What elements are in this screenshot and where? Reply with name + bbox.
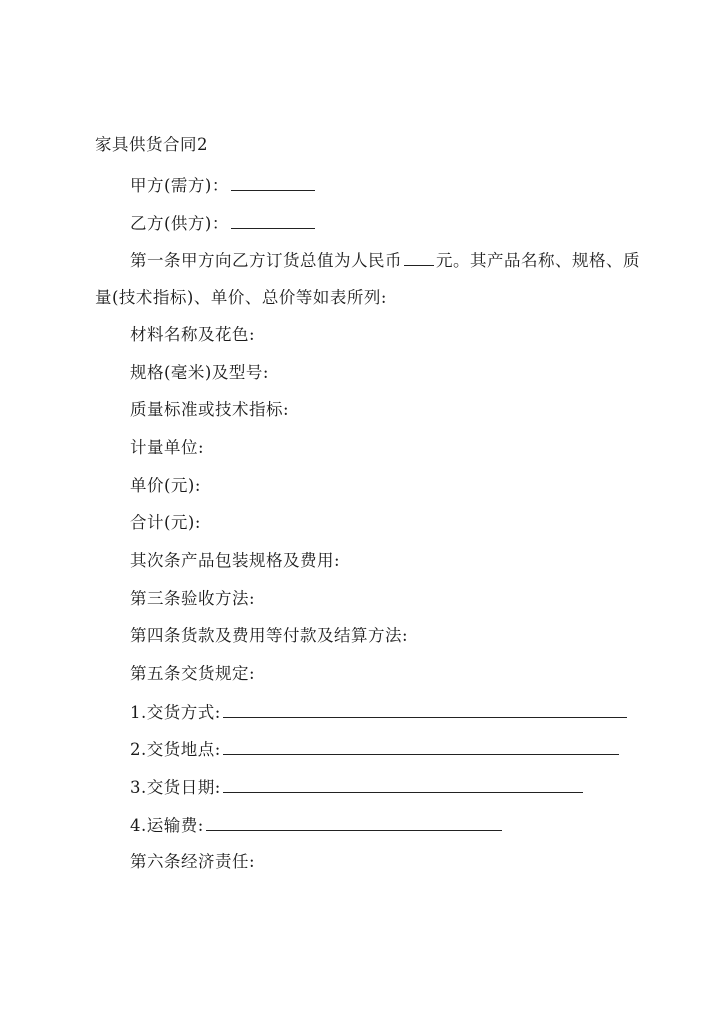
delivery-method-label: 1.交货方式: xyxy=(130,703,221,722)
party-b-blank xyxy=(231,213,315,229)
article-6: 第六条经济责任: xyxy=(130,852,256,871)
party-b-line xyxy=(130,213,315,234)
document-title: 家具供货合同2 xyxy=(95,135,208,154)
article-1-line-2: 量(技术指标)、单价、总价等如表所列: xyxy=(95,288,387,307)
shipping-fee-blank xyxy=(206,815,502,831)
item-total: 合计(元): xyxy=(130,513,201,532)
delivery-date-blank xyxy=(223,777,583,793)
shipping-fee-label: 4.运输费: xyxy=(130,816,204,835)
item-unit: 计量单位: xyxy=(130,438,205,457)
article-2: 其次条产品包装规格及费用: xyxy=(130,551,341,570)
delivery-method-line xyxy=(130,702,627,723)
article-1-text-post: 元。其产品名称、规格、质 xyxy=(436,251,640,270)
article-1-text-pre: 第一条甲方向乙方订货总值为人民币 xyxy=(130,251,402,270)
party-b-label: 乙方(供方)： xyxy=(130,214,229,233)
total-amount-blank xyxy=(404,250,434,266)
delivery-date-label: 3.交货日期: xyxy=(130,778,221,797)
delivery-method-blank xyxy=(223,702,627,718)
item-spec: 规格(毫米)及型号: xyxy=(130,363,269,382)
delivery-place-blank xyxy=(223,739,619,755)
article-1-line-1 xyxy=(130,250,640,271)
party-a-label: 甲方(需方)： xyxy=(130,176,229,195)
shipping-fee-line xyxy=(130,815,502,836)
article-4: 第四条货款及费用等付款及结算方法: xyxy=(130,626,409,645)
delivery-place-line xyxy=(130,739,619,760)
party-a-line xyxy=(130,175,315,196)
article-3: 第三条验收方法: xyxy=(130,589,256,608)
item-material: 材料名称及花色: xyxy=(130,325,256,344)
article-5: 第五条交货规定: xyxy=(130,664,256,683)
delivery-place-label: 2.交货地点: xyxy=(130,740,221,759)
party-a-blank xyxy=(231,175,315,191)
item-quality: 质量标准或技术指标: xyxy=(130,400,290,419)
item-price: 单价(元): xyxy=(130,476,201,495)
delivery-date-line xyxy=(130,777,583,798)
